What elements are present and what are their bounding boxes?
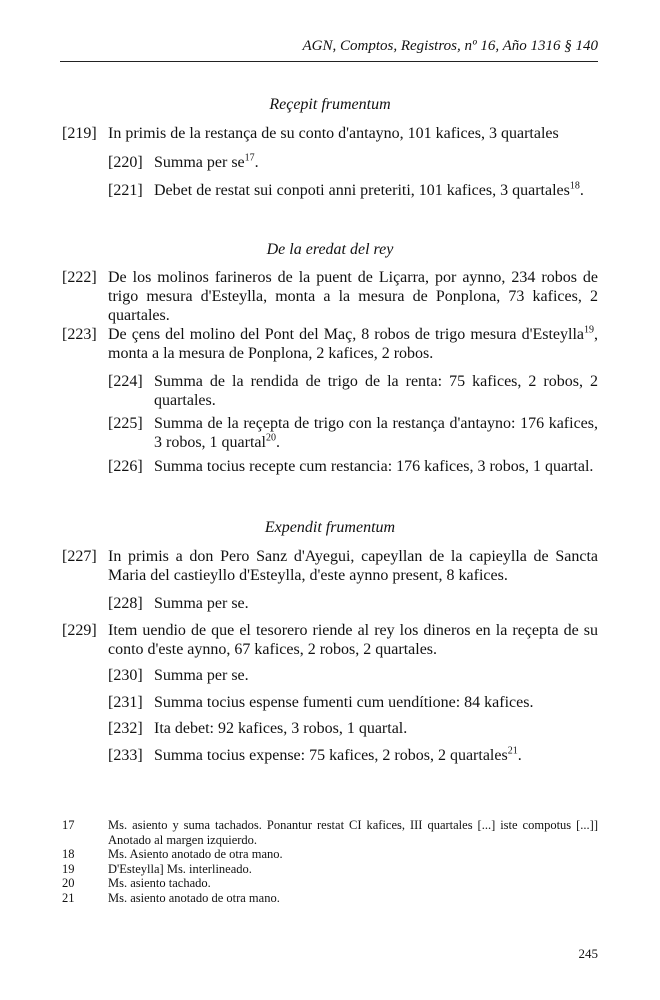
- entry-233: [108, 746, 598, 765]
- entry-229: [62, 621, 598, 659]
- entry-225: [108, 414, 598, 452]
- entry-text: Item uendio de que el tesorero riende al rey los dineros en la reçepta de su conto d'este aynno, 67 kafices, 2 robos, 2 quartales.: [108, 622, 598, 658]
- footnotes: [62, 818, 598, 906]
- footnote-17: [62, 818, 598, 847]
- footnote-number: 17: [62, 818, 75, 832]
- section-title-estate: De la eredat del rey: [266, 241, 394, 258]
- footnote-number: 20: [62, 876, 75, 891]
- entry-number: [231]: [108, 694, 143, 711]
- entry-226: [108, 457, 598, 476]
- entry-231: [108, 693, 598, 712]
- entry-text: Summa de la reçepta de trigo con la restança d'antayno: 176 kafices, 3 robos, 1 quartal$^{20}$.: [154, 415, 598, 451]
- entry-number: [222]: [62, 269, 97, 286]
- footnote-number: 18: [62, 847, 75, 862]
- footnote-number: 19: [62, 861, 75, 876]
- footnote-text: Ms. asiento anotado de otra mano.: [108, 890, 280, 905]
- entry-text: Summa tocius expense: 75 kafices, 2 robos, 2 quartales$^{21}$.: [154, 745, 522, 764]
- entry-number: [224]: [108, 373, 143, 390]
- entry-text: Ita debet: 92 kafices, 3 robos, 1 quartal.: [154, 720, 408, 737]
- footnote-20: [62, 876, 598, 891]
- entry-number: [233]: [108, 747, 143, 764]
- footnote-ref: 21: [507, 745, 518, 757]
- footnote-text: Ms. Asiento anotado de otra mano.: [108, 847, 283, 862]
- entry-number: [230]: [108, 667, 143, 684]
- entry-text: In primis a don Pero Sanz d'Ayegui, capeyllan de la capieylla de Sancta Maria del castieyllo d'Esteylla, d'este aynno present, 8 kafices.: [108, 548, 598, 584]
- entry-232: [108, 719, 598, 738]
- running-header: [60, 34, 598, 64]
- entry-text: Summa per $se^{17}$.: [154, 152, 259, 171]
- entry-227: [62, 547, 598, 585]
- footnote-text: D'Esteylla] Ms. interlineado.: [108, 861, 252, 876]
- running-title: AGN, Comptos, Registros, nº 16, Año 1316 § 140: [302, 38, 598, 54]
- entry-223: [62, 325, 598, 363]
- entry-number: [232]: [108, 720, 143, 737]
- entry-221: [108, 181, 598, 200]
- entry-text: Summa per se.: [154, 595, 249, 612]
- entry-number: [228]: [108, 595, 143, 612]
- footnote-ref: 17: [244, 152, 255, 164]
- footnote-ref: 20: [265, 432, 276, 444]
- entry-219: [62, 124, 598, 143]
- footnote-ref: 18: [569, 180, 580, 192]
- entry-text: Summa tocius recepte cum restancia: 176 kafices, 3 robos, 1 quartal.: [154, 458, 594, 475]
- entry-number: [227]: [62, 548, 97, 565]
- entry-text: De çens del molino del Pont del Maç, 8 robos de trigo mesura d'Esteylla$^{19}$, monta a la mesura de Ponplona, 2 kafices, 2 robos.: [108, 324, 598, 362]
- entry-text: Summa tocius espense fumenti cum uendítione: 84 kafices.: [154, 694, 534, 711]
- entry-222: [62, 268, 598, 325]
- entry-230: [108, 666, 598, 685]
- footnote-number: 21: [62, 890, 75, 905]
- entry-number: [221]: [108, 182, 143, 199]
- entry-text: Summa de la rendida de trigo de la renta: 75 kafices, 2 robos, 2 quartales.: [154, 373, 598, 409]
- entry-text: In primis de la restança de su conto d'antayno, 101 kafices, 3 quartales: [108, 125, 559, 142]
- entry-228: [108, 594, 598, 613]
- page-number: 245: [578, 946, 598, 961]
- footnote-text: Ms. asiento y suma tachados. Ponantur restat CI kafices, III quartales [...] iste compotus [...]] Anotado al margen izquierdo.: [108, 818, 598, 847]
- section-title-expense: Expendit frumentum: [264, 519, 396, 536]
- entry-224: [108, 372, 598, 410]
- entry-number: [229]: [62, 622, 97, 639]
- entry-number: [223]: [62, 326, 97, 343]
- entry-text: Summa per se.: [154, 667, 249, 684]
- header-rule: [60, 61, 598, 62]
- section-title-receipt: Reçepit frumentum: [269, 96, 391, 113]
- entry-number: [226]: [108, 458, 143, 475]
- footnote-ref: 19: [584, 324, 594, 336]
- entry-220: [108, 153, 598, 172]
- entry-number: [225]: [108, 415, 143, 432]
- footnote-21: [62, 891, 598, 906]
- footnote-18: [62, 847, 598, 862]
- entry-number: [220]: [108, 154, 143, 171]
- entry-number: [219]: [62, 125, 97, 142]
- entry-text: Debet de restat sui conpoti anni preteriti, 101 kafices, 3 quartales$^{18}$.: [154, 180, 584, 199]
- footnote-19: [62, 862, 598, 877]
- entry-text: De los molinos farineros de la puent de Liçarra, por aynno, 234 robos de trigo mesura d'Esteylla, monta a la mesura de Ponplona, 73 kafices, 2 quartales.: [108, 269, 598, 324]
- footnote-text: Ms. asiento tachado.: [108, 876, 211, 891]
